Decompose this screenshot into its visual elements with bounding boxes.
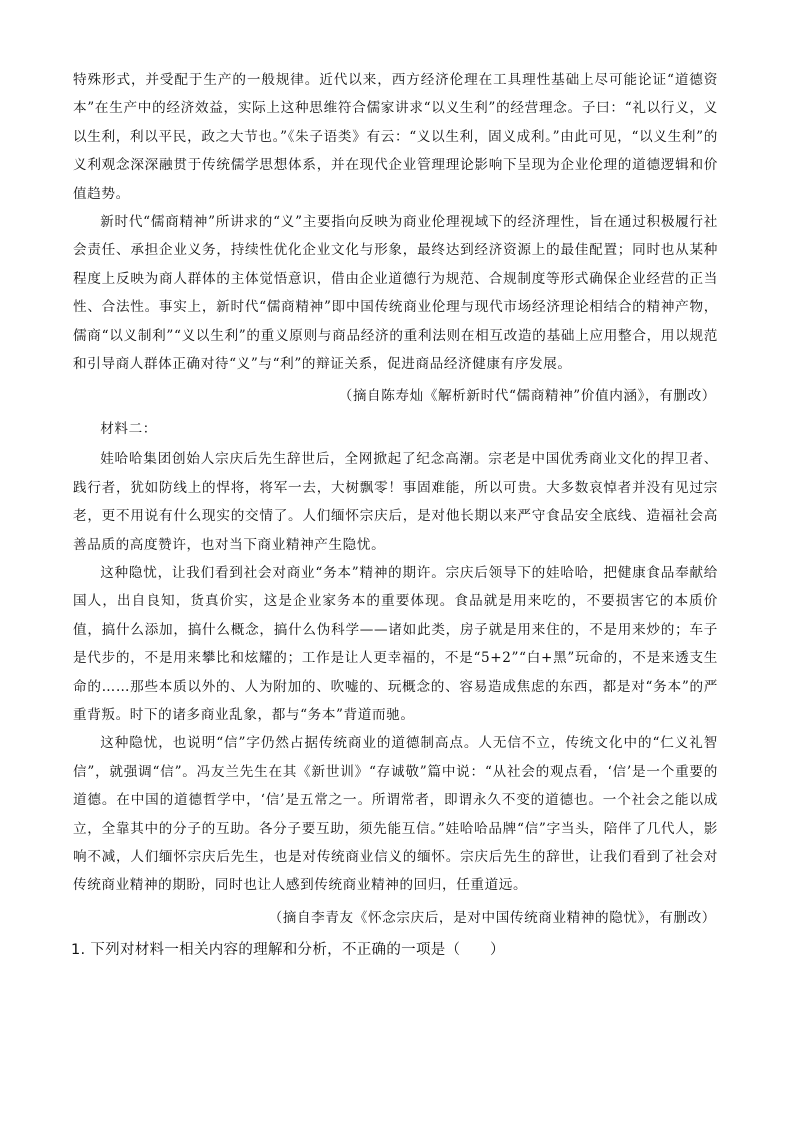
document-body [73, 66, 718, 964]
material1-source: （摘自陈寿灿《解析新时代“儒商精神”价值内涵》，有删改） [338, 388, 716, 405]
material2-paragraph-2: 这种隐忧，让我们看到社会对商业“务本”精神的期许。宗庆后领导下的娃哈哈，把健康食品奉献给国人，出自良知，货真价实，这是企业家务本的重要体现。食品就是用来吃的，不要损害它的本质价值，搞什么添加，搞什么概念，搞什么伪科学——诸如此类，房子就是用来住的，不是用来炒的；车子是代步的，不是用来攀比和炫耀的；工作是让人更幸福的，不是“5+2”“白+黑”玩命的，不是来透支生命的……那些本质以外的、人为附加的、吹嘘的、玩概念的、容易造成焦虑的东西，都是对“务本”的严重背叛。时下的诸多商业乱象，都与“务本”背道而驰。 [73, 564, 718, 723]
material2-paragraph-3: 这种隐忧，也说明“信”字仍然占据传统商业的道德制高点。人无信不立，传统文化中的“仁义礼智信”，就强调“信”。冯友兰先生在其《新世训》“存诚敬”篇中说：“从社会的观点看，‘信’是一个重要的道德。在中国的道德哲学中，‘信’是五常之一。所谓常者，即谓永久不变的道德也。一个社会之能以成立，全靠其中的分子的互助。各分子要互助，须先能互信。”娃哈哈品牌“信”字当头，陪伴了几代人，影响不减，人们缅怀宗庆后先生，也是对传统商业信义的缅怀。宗庆后先生的辞世，让我们看到了社会对传统商业精神的期盼，同时也让人感到传统商业精神的回归，任重道远。 [73, 735, 718, 894]
material1-paragraph-1: 特殊形式，并受配于生产的一般规律。近代以来，西方经济伦理在工具理性基础上尽可能论证“道德资本”在生产中的经济效益，实际上这种思维符合儒家讲求“以义生利”的经营理念。子曰：“礼以行义，义以生利，利以平民，政之大节也。”《朱子语类》有云：“义以生利，固义成利。”由此可见，“以义生利”的义利观念深深融贯于传统儒学思想体系，并在现代企业管理理论影响下呈现为企业伦理的道德逻辑和价值趋势。 [73, 72, 718, 202]
material2-label: 材料二： [100, 420, 157, 437]
material2-paragraph-1: 娃哈哈集团创始人宗庆后先生辞世后，全网掀起了纪念高潮。宗老是中国优秀商业文化的捍卫者、践行者，犹如防线上的悍将，将军一去，大树飘零！事固难能，所以可贵。大多数哀悼者并没有见过宗老，更不用说有什么现实的交情了。人们缅怀宗庆后，是对他长期以来严守食品安全底线、造福社会高善品质的高度赞许，也对当下商业精神产生隐忧。 [73, 451, 718, 553]
material2-source: （摘自李青友《怀念宗庆后，是对中国传统商业精神的隐忧》，有删改） [268, 909, 716, 926]
material1-paragraph-2: 新时代“儒商精神”所讲求的“义”主要指向反映为商业伦理视域下的经济理性，旨在通过积极履行社会责任、承担企业义务，持续性优化企业文化与形象，最终达到经济资源上的最佳配置；同时也从某种程度上反映为商人群体的主体觉悟意识，借由企业道德行为规范、合规制度等形式确保企业经营的正当性、合法性。事实上，新时代“儒商精神”即中国传统商业伦理与现代市场经济理论相结合的精神产物，儒商“以义制利”“义以生利”的重义原则与商品经济的重利法则在相互改造的基础上应用整合，用以规范和引导商人群体正确对待“义”与“利”的辩证关系，促进商品经济健康有序发展。 [73, 214, 718, 373]
question-1: 1. 下列对材料一相关内容的理解和分析，不正确的一项是（ ） [71, 942, 505, 959]
